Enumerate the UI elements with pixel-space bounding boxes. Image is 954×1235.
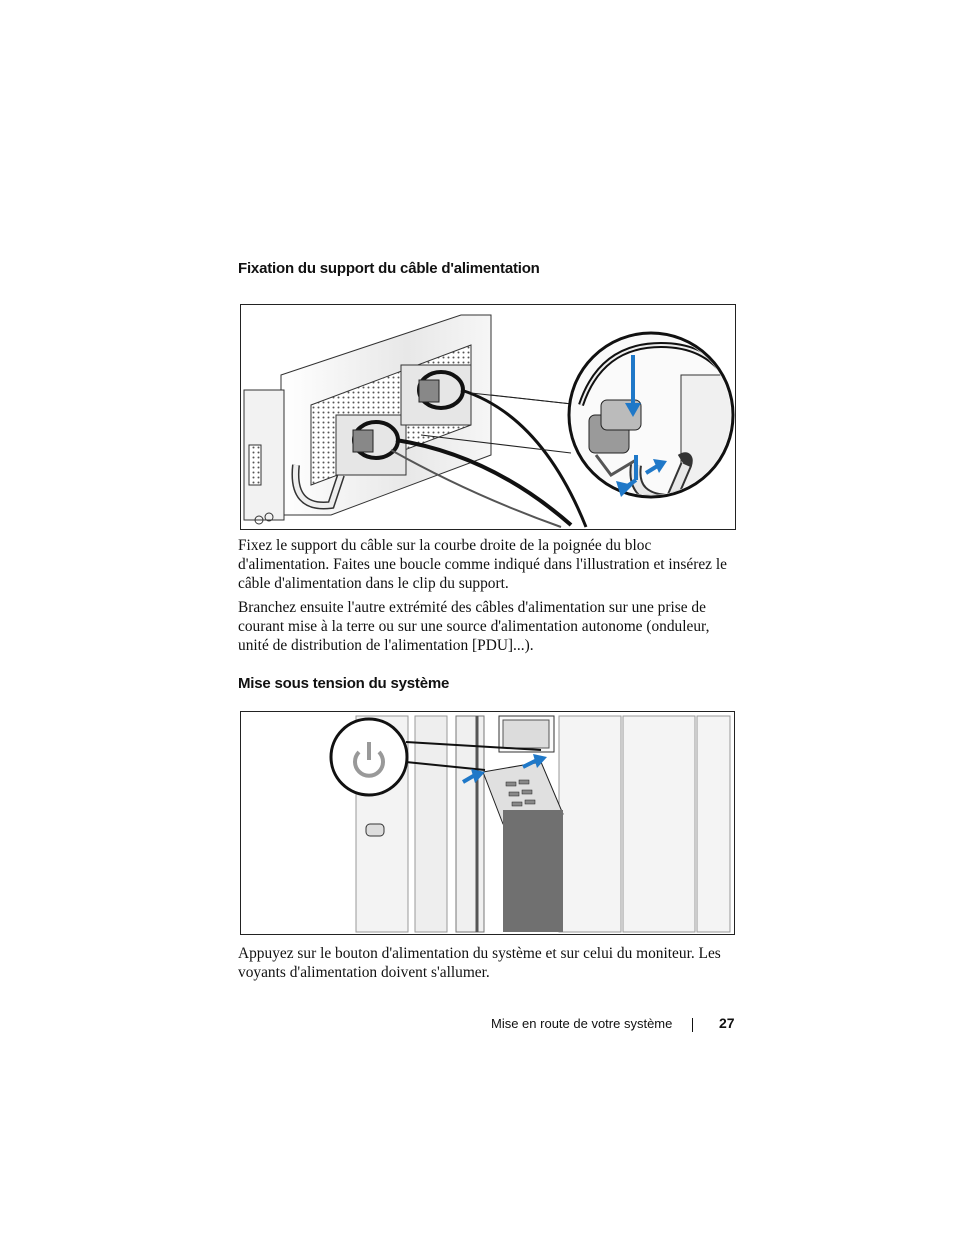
section-heading-power-cable-bracket: Fixation du support du câble d'alimentation (238, 260, 540, 277)
paragraph-power-on-instructions: Appuyez sur le bouton d'alimentation du système et sur celui du moniteur. Les voyants d'alimentation doivent s'allumer. (238, 945, 721, 981)
page-number: 27 (719, 1015, 735, 1031)
figure-cable-bracket (240, 304, 736, 530)
cable-bracket-illustration (241, 305, 735, 529)
footer-chapter-title: Mise en route de votre système (491, 1016, 673, 1031)
paragraph-plug-instructions: Branchez ensuite l'autre extrémité des câbles d'alimentation sur une prise de courant mise à la terre ou sur une source d'alimentation autonome (onduleur, unité de distribution de l'alimentation [PDU]...). (238, 599, 710, 654)
footer-separator (692, 1018, 693, 1032)
power-on-illustration (241, 712, 734, 934)
section-heading-power-on: Mise sous tension du système (238, 675, 450, 692)
paragraph-bracket-instructions: Fixez le support du câble sur la courbe droite de la poignée du bloc d'alimentation. Faites une boucle comme indiqué dans l'illustration et insérez le câble d'alimentation dans le clip du support. (238, 537, 727, 592)
figure-power-on (240, 711, 735, 935)
